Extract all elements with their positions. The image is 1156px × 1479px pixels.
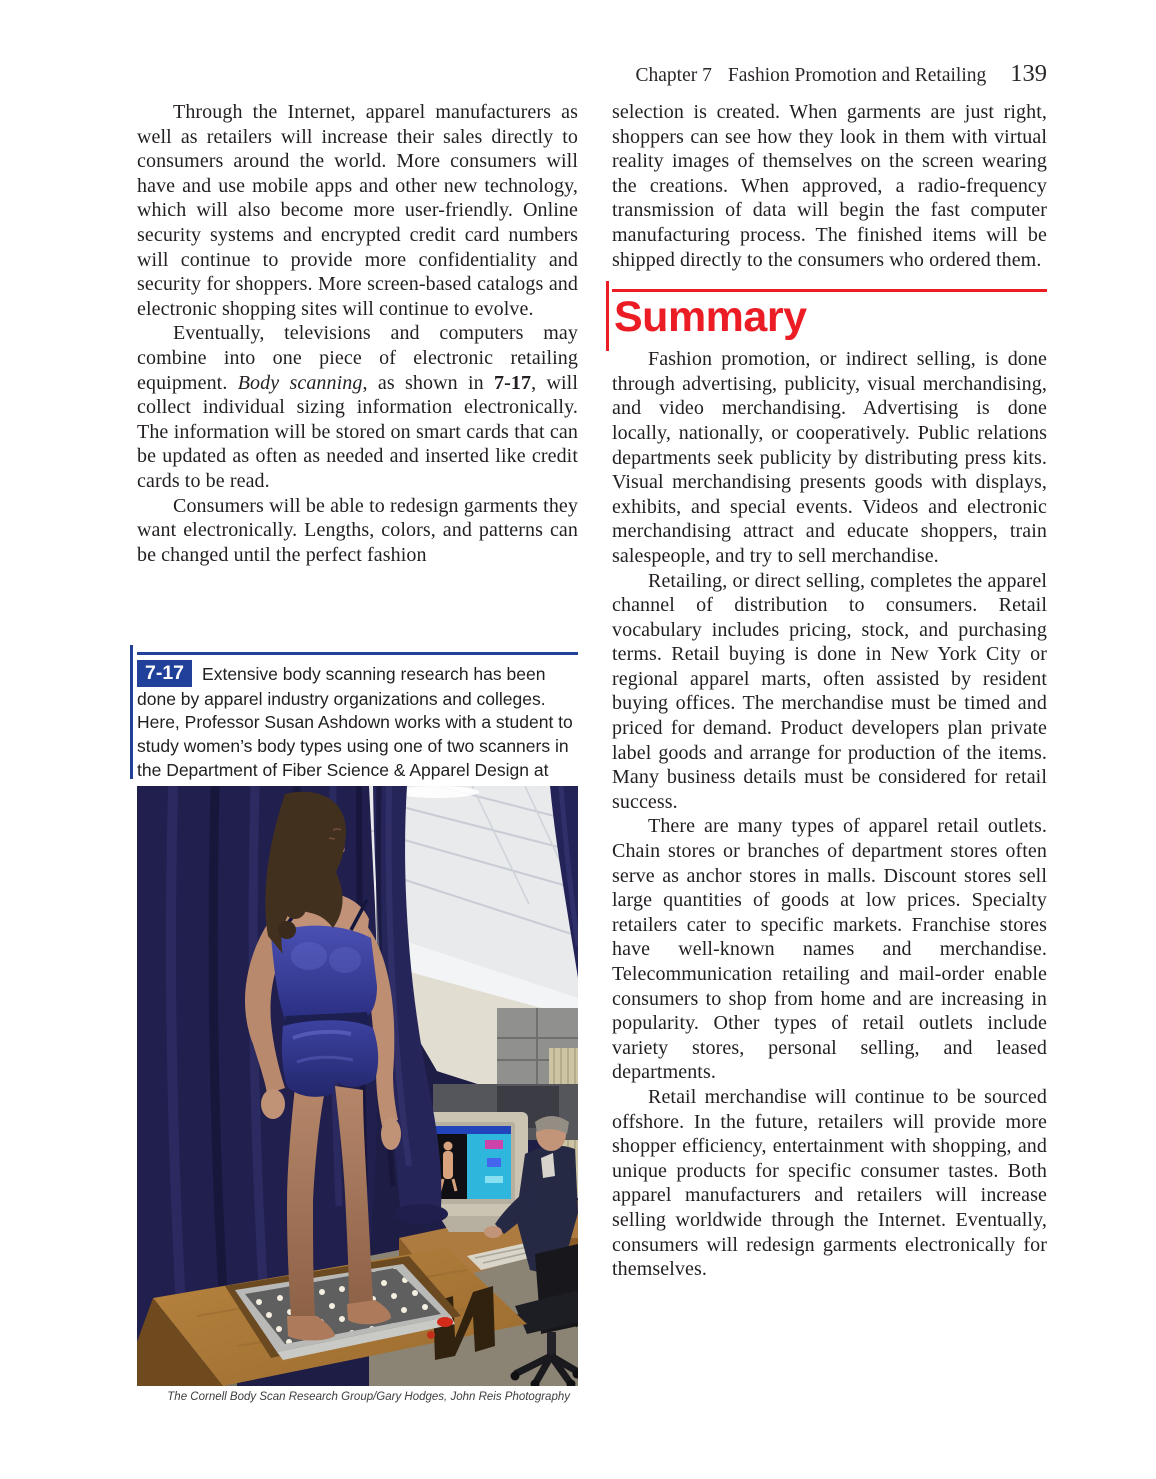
- caption-horizontal-rule: [137, 652, 578, 655]
- figure-photo: [137, 786, 578, 1386]
- text-run: , as shown in: [362, 371, 495, 394]
- figure-caption: [137, 652, 578, 806]
- text-run: Eventually, televisions and computers may combine into one piece of electronic retailing equipment.: [137, 322, 578, 394]
- paragraph-retail-future: Retail merchandise will continue to be sourced offshore. In the future, retailers will provide more shopper efficiency, entertainment with shopping, and unique products for specific consumer tastes. Both apparel manufacturers and retailers will increase selling worldwide through the Internet. Eventually, consumers will redesign garments electronically for themselves.: [612, 1085, 1047, 1281]
- figure-caption-text: Extensive body scanning research has been done by apparel industry organizations and colleges. Here, Professor Susan Ashdown works with a student to study women’s body types using one of two scanners in the Department of Fiber Science & Apparel Design at: [137, 663, 573, 780]
- summary-horizontal-rule: [612, 289, 1047, 292]
- paragraph-retail-outlets: There are many types of apparel retail outlets. Chain stores or branches of department stores often serve as anchor stores in malls. Discount stores sell large quantities of goods at low prices. Specialty retailers cater to specific markets. Franchise stores have well-known names and merchandise. Telecommunication retailing and mail-order enable consumers to shop from home and are increasing in popularity. Other types of retail outlets include variety stores, personal selling, and leased departments.: [612, 815, 1047, 1084]
- paragraph-fashion-promotion: Fashion promotion, or indirect selling, is done through advertising, publicity, visual merchandising, and video merchandising. Advertising is done locally, nationally, or cooperatively. Public relations departments seek publicity by distributing press kits. Visual merchandising presents goods with displays, exhibits, and special events. Videos and electronic merchandising attract and educate shoppers, train salespeople, and try to sell merchandise.: [612, 348, 1047, 567]
- figure-label-badge: 7-17: [137, 660, 192, 687]
- italic-term-body-scanning: Body scanning: [237, 371, 363, 394]
- red-marker: [437, 1317, 453, 1327]
- paragraph-virtual-reality: selection is created. When garments are just right, shoppers can see how they look in them with virtual reality images of themselves on the screen wearing the creations. When approved, a radio-frequency transmission of data will begin the fast computer manufacturing process. The finished items will be shipped directly to the consumers who ordered them.: [612, 101, 1047, 271]
- page-number: 139: [1010, 60, 1047, 87]
- figure-reference: 7-17: [494, 371, 532, 394]
- summary-section-head: [612, 289, 1047, 341]
- left-column: [137, 100, 578, 567]
- right-column: [612, 100, 1047, 1282]
- paragraph-internet-retailing: Through the Internet, apparel manufacturers as well as retailers will increase their sales directly to consumers around the world. More consumers will have and use mobile apps and other new technology, which will also become more user-friendly. Online security systems and encrypted credit card numbers will continue to provide more confidentiality and security for shoppers. More screen-based catalogs and electronic shopping sites will continue to evolve.: [137, 101, 578, 320]
- running-head: [560, 60, 1047, 88]
- body-scan-figure: [444, 1142, 453, 1151]
- text-run: , will collect individual sizing information electronically. The information will be stored on smart cards that can be updated as often as needed and inserted like credit cards to be read.: [137, 371, 578, 492]
- photo-credit: The Cornell Body Scan Research Group/Gary Hodges, John Reis Photography: [167, 1391, 570, 1403]
- camisole-top: [271, 926, 377, 1020]
- running-head-title: Fashion Promotion and Retailing: [727, 65, 987, 86]
- caption-vertical-rule: [130, 645, 133, 779]
- summary-heading: Summary: [614, 293, 807, 342]
- paragraph-redesign-garments: Consumers will be able to redesign garments they want electronically. Lengths, colors, and patterns can be changed until the perfect fashion: [137, 494, 578, 566]
- running-head-chapter: Chapter 7: [635, 65, 712, 86]
- summary-vertical-rule: [606, 281, 609, 351]
- paragraph-body-scanning: [137, 321, 578, 493]
- paragraph-retailing: Retailing, or direct selling, completes the apparel channel of distribution to consumers. Retail vocabulary includes pricing, stock, and purchasing terms. Retail buying is done in New York City or regional apparel marts, often assisted by resident buying offices. The merchandise must be timed and priced for demand. Product developers plan private label goods and arrange for production of the items. Many business details must be considered for retail success.: [612, 569, 1047, 813]
